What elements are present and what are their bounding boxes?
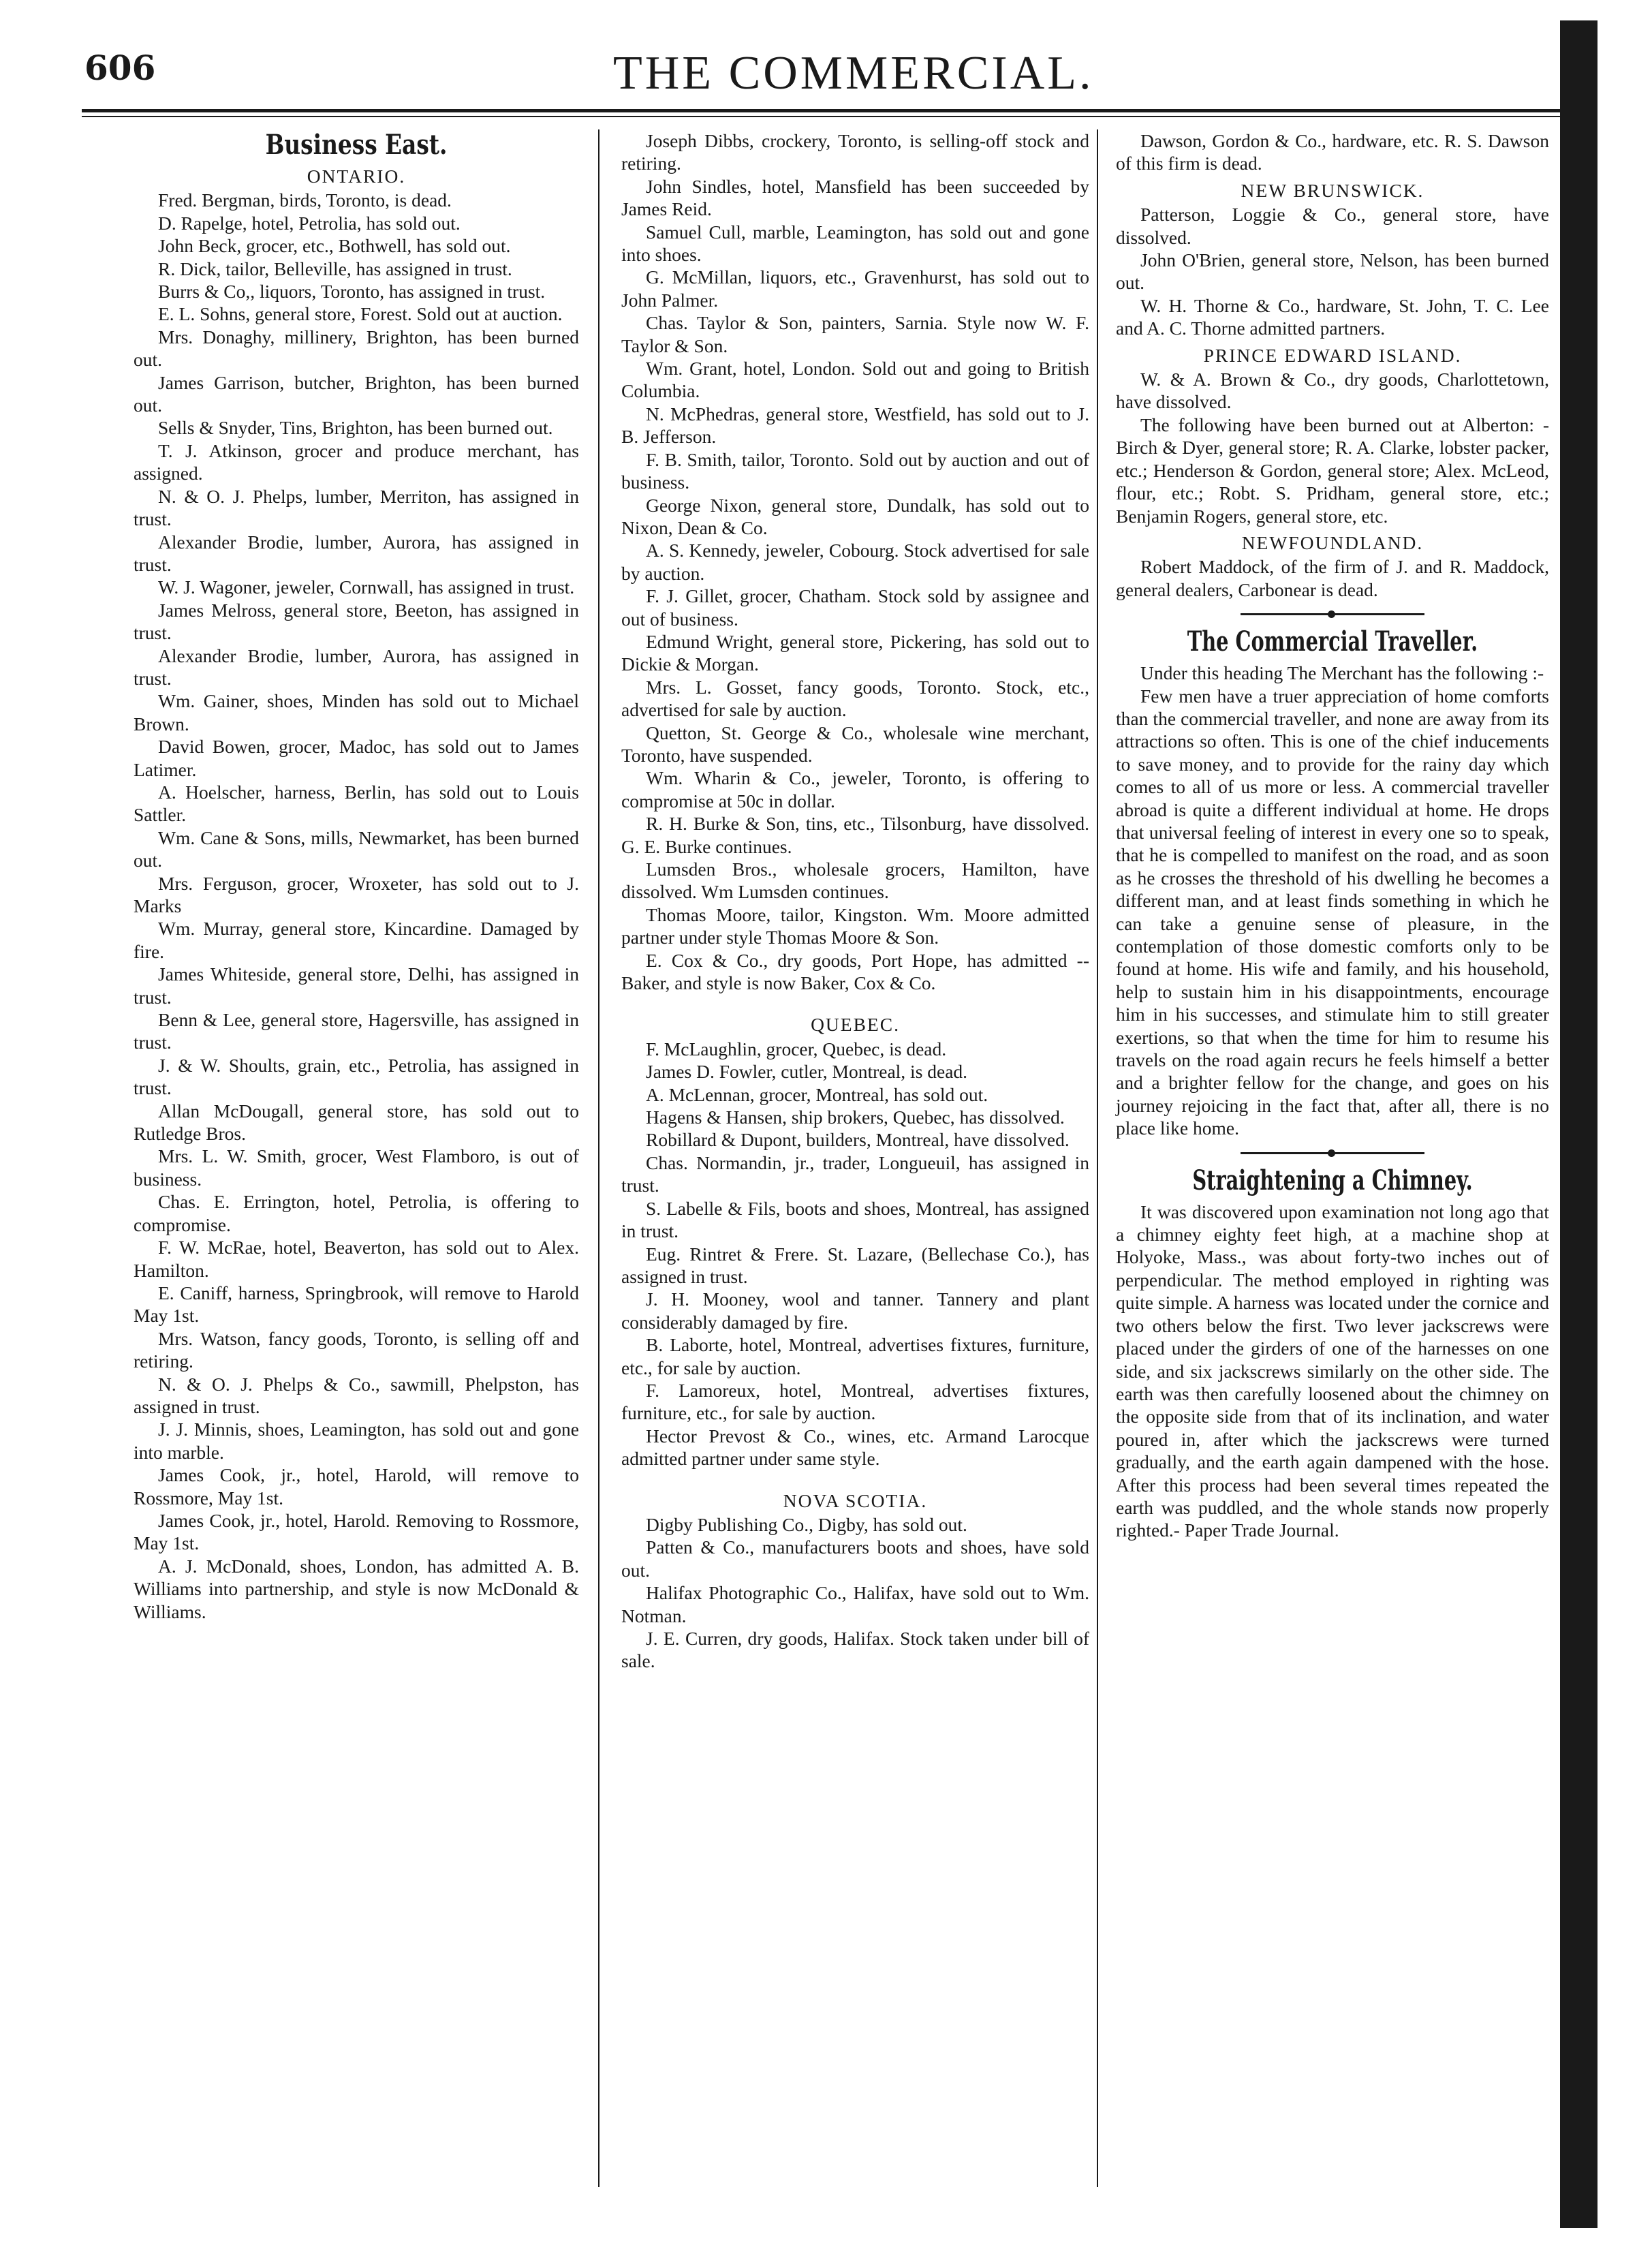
business-entry: J. H. Mooney, wool and tanner. Tannery and plant considerably damaged by fire.	[621, 1288, 1089, 1333]
business-entry: Patten & Co., manufacturers boots and shoes, have sold out.	[621, 1536, 1089, 1581]
business-entry: Chas. E. Errington, hotel, Petrolia, is offering to compromise.	[134, 1191, 579, 1235]
ontario-entries	[134, 189, 579, 1623]
business-entry: F. B. Smith, tailor, Toronto. Sold out by auction and out of business.	[621, 448, 1089, 493]
article-paragraph: Under this heading The Merchant has the following :-	[1140, 662, 1544, 684]
business-entry: James Whiteside, general store, Delhi, has assigned in trust.	[134, 963, 579, 1008]
masthead-title: THE COMMERCIAL.	[613, 47, 1094, 99]
business-entry: J. & W. Shoults, grain, etc., Petrolia, has assigned in trust.	[134, 1054, 579, 1099]
business-entry: Wm. Grant, hotel, London. Sold out and going to British Columbia.	[621, 358, 1089, 402]
business-entry: R. Dick, tailor, Belleville, has assigned in trust.	[158, 258, 512, 279]
column-right	[1116, 129, 1549, 1542]
province-label-ontario: ONTARIO.	[307, 166, 406, 187]
page-edge-bar	[1560, 20, 1598, 2228]
business-entry: Samuel Cull, marble, Leamington, has sold out and gone into shoes.	[621, 221, 1089, 266]
business-entry: G. McMillan, liquors, etc., Gravenhurst, has sold out to John Palmer.	[621, 266, 1089, 311]
province-label-newfoundland: NEWFOUNDLAND.	[1241, 531, 1424, 553]
business-entry: Halifax Photographic Co., Halifax, have sold out to Wm. Notman.	[621, 1582, 1089, 1626]
column-middle	[621, 129, 1089, 1673]
business-entry: W. H. Thorne & Co., hardware, St. John, T. C. Lee and A. C. Thorne admitted partners.	[1116, 294, 1549, 339]
pei-entries	[1116, 368, 1549, 527]
business-entry: Quetton, St. George & Co., wholesale wine merchant, Toronto, have suspended.	[621, 722, 1089, 766]
business-entry: Mrs. Donaghy, millinery, Brighton, has been burned out.	[134, 326, 579, 371]
business-entry: Mrs. L. W. Smith, grocer, West Flamboro, is out of business.	[134, 1145, 579, 1190]
business-entry: Wm. Murray, general store, Kincardine. Damaged by fire.	[134, 918, 579, 962]
column-rule-2	[1097, 129, 1098, 2187]
business-entry: J. E. Curren, dry goods, Halifax. Stock taken under bill of sale.	[621, 1628, 1089, 1672]
chimney-article-paragraph: It was discovered upon examination not long ago that a chimney eighty feet high, at a machine shop at Holyoke, Mass., was about forty-two inches out of perpendicular. The method employed in righting was quite simple. A harness was located under the cornice and two others below the first. Two lever jackscrews were placed under the girders of one of the harnesses on one side, and six jackscrews similarly on the other side. The earth was then carefully loosened about the chimney on the opposite side from that of its inclination, and water poured in, after which the jackscrews were turned gradually, and the earth again dampened with the hose. After this process had been several times repeated the earth was puddled, and the whole stands now properly righted.- Paper Trade Journal.	[1116, 1201, 1549, 1541]
business-entry: Thomas Moore, tailor, Kingston. Wm. Moore admitted partner under style Thomas Moore & Son.	[621, 903, 1089, 948]
newfoundland-entries	[1116, 555, 1549, 601]
business-entry: Edmund Wright, general store, Pickering, has sold out to Dickie & Morgan.	[621, 630, 1089, 675]
article-paragraph: Few men have a truer appreciation of home comforts than the commercial traveller, and none are away from its attractions so often. This is one of the chief inducements to save money, and to provide for the rainy day which comes to all of us more or less. A commercial traveller abroad is quite a different individual at home. He drops that universal feeling of interest in every one so to speak, that he is compelled to manifest on the road, and as soon as he crosses the threshold of his dwelling he becomes a different man, and at least finds something in which he can take a genuine sense of pleasure, in the contemplation of those domestic comforts only to be found at home. His wife and family, and his household, help to sustain him in his disappointments, encourage him in his successes, and stimulate him to still greater exertions, so that when the time for him to resume his travels on the road again recurs he feels himself a better and a brighter fellow for the change, and goes on his journey rejoicing in the fact that, after all, there is no place like home.	[1116, 685, 1549, 1139]
business-entry: Wm. Cane & Sons, mills, Newmarket, has been burned out.	[134, 826, 579, 871]
business-entry: B. Laborte, hotel, Montreal, advertises fixtures, furniture, etc., for sale by auction.	[621, 1334, 1089, 1378]
business-entry: John Beck, grocer, etc., Bothwell, has sold out.	[158, 235, 511, 257]
column-rule-1	[598, 129, 599, 2187]
business-entry: Robert Maddock, of the firm of J. and R. Maddock, general dealers, Carbonear is dead.	[1116, 556, 1549, 600]
ontario-entries-continued	[621, 129, 1089, 994]
business-entry: F. McLaughlin, grocer, Quebec, is dead.	[646, 1038, 947, 1060]
business-entry: Patterson, Loggie & Co., general store, have dissolved.	[1116, 204, 1549, 248]
business-entry: Joseph Dibbs, crockery, Toronto, is selling-off stock and retiring.	[621, 130, 1089, 174]
business-entry: Benn & Lee, general store, Hagersville, has assigned in trust.	[134, 1009, 579, 1053]
business-entry: John Sindles, hotel, Mansfield has been succeeded by James Reid.	[621, 175, 1089, 220]
business-entry: Digby Publishing Co., Digby, has sold out.	[646, 1513, 967, 1535]
business-entry: Hagens & Hansen, ship brokers, Quebec, has dissolved.	[646, 1107, 1065, 1128]
section-separator	[1241, 613, 1424, 615]
business-entry: James Cook, jr., hotel, Harold. Removing to Rossmore, May 1st.	[134, 1509, 579, 1554]
business-entry: Alexander Brodie, lumber, Aurora, has assigned in trust.	[134, 645, 579, 689]
business-entry: W. & A. Brown & Co., dry goods, Charlottetown, have dissolved.	[1116, 369, 1549, 413]
business-entry: T. J. Atkinson, grocer and produce merchant, has assigned.	[134, 439, 579, 484]
province-label-nova-scotia: NOVA SCOTIA.	[783, 1489, 928, 1511]
commercial-traveller-article	[1116, 662, 1549, 1140]
new-brunswick-entries	[1116, 203, 1549, 339]
province-label-pei: PRINCE EDWARD ISLAND.	[1203, 344, 1462, 366]
business-entry: S. Labelle & Fils, boots and shoes, Montreal, has assigned in trust.	[621, 1197, 1089, 1242]
business-entry: W. J. Wagoner, jeweler, Cornwall, has assigned in trust.	[158, 576, 575, 598]
column-business-east	[134, 129, 579, 1623]
business-entry: Chas. Taylor & Son, painters, Sarnia. Style now W. F. Taylor & Son.	[621, 312, 1089, 356]
business-entry: A. Hoelscher, harness, Berlin, has sold out to Louis Sattler.	[134, 781, 579, 826]
business-entry: James Garrison, butcher, Brighton, has been burned out.	[134, 371, 579, 416]
business-entry: R. H. Burke & Son, tins, etc., Tilsonburg, have dissolved. G. E. Burke continues.	[621, 813, 1089, 857]
business-entry: Chas. Normandin, jr., trader, Longueuil, has assigned in trust.	[621, 1151, 1089, 1196]
business-entry: E. Cox & Co., dry goods, Port Hope, has admitted -- Baker, and style is now Baker, Cox & Co.	[621, 949, 1089, 994]
business-entry: Wm. Wharin & Co., jeweler, Toronto, is offering to compromise at 50c in dollar.	[621, 767, 1089, 811]
business-entry: Alexander Brodie, lumber, Aurora, has assigned in trust.	[134, 531, 579, 575]
section-heading-business-east: Business East.	[265, 129, 448, 161]
business-entry: James Melross, general store, Beeton, has assigned in trust.	[134, 599, 579, 644]
business-entry: Mrs. Watson, fancy goods, Toronto, is selling off and retiring.	[134, 1327, 579, 1372]
business-entry: David Bowen, grocer, Madoc, has sold out to James Latimer.	[134, 736, 579, 780]
business-entry: Lumsden Bros., wholesale grocers, Hamilton, have dissolved. Wm Lumsden continues.	[621, 859, 1089, 903]
business-entry: Sells & Snyder, Tins, Brighton, has been burned out.	[158, 417, 553, 439]
business-entry: James Cook, jr., hotel, Harold, will remove to Rossmore, May 1st.	[134, 1464, 579, 1509]
business-entry: Wm. Gainer, shoes, Minden has sold out to Michael Brown.	[134, 690, 579, 734]
business-entry: E. L. Sohns, general store, Forest. Sold out at auction.	[158, 303, 563, 325]
business-entry: John O'Brien, general store, Nelson, has been burned out.	[1116, 249, 1549, 294]
business-entry: A. J. McDonald, shoes, London, has admitted A. B. Williams into partnership, and style is now McDonald & Williams.	[134, 1555, 579, 1622]
section-heading-straightening-chimney: Straightening a Chimney.	[1192, 1164, 1473, 1196]
business-entry: N. & O. J. Phelps & Co., sawmill, Phelpston, has assigned in trust.	[134, 1373, 579, 1417]
business-entry: James D. Fowler, cutler, Montreal, is dead.	[646, 1061, 968, 1083]
business-entry: A. McLennan, grocer, Montreal, has sold out.	[646, 1083, 988, 1105]
business-entry: George Nixon, general store, Dundalk, has sold out to Nixon, Dean & Co.	[621, 494, 1089, 538]
page-number: 606	[84, 48, 156, 88]
business-entry: Hector Prevost & Co., wines, etc. Armand Larocque admitted partner under same style.	[621, 1425, 1089, 1470]
business-entry: Eug. Rintret & Frere. St. Lazare, (Bellechase Co.), has assigned in trust.	[621, 1243, 1089, 1287]
business-entry: E. Caniff, harness, Springbrook, will remove to Harold May 1st.	[134, 1282, 579, 1327]
province-label-new-brunswick: NEW BRUNSWICK.	[1241, 179, 1424, 201]
business-entry: F. J. Gillet, grocer, Chatham. Stock sold by assignee and out of business.	[621, 585, 1089, 630]
business-entry: The following have been burned out at Alberton: -Birch & Dyer, general store; R. A. Clarke, lobster packer, etc.; Henderson & Gordon, general store; Alex. McLeod, flour, etc.; Robt. S. Pridham, general store, etc.; Benjamin Rogers, general store, etc.	[1116, 414, 1549, 527]
business-entry: N. & O. J. Phelps, lumber, Merriton, has assigned in trust.	[134, 485, 579, 530]
business-entry: Mrs. Ferguson, grocer, Wroxeter, has sold out to J. Marks	[134, 872, 579, 916]
business-entry: Burrs & Co,, liquors, Toronto, has assigned in trust.	[158, 281, 546, 303]
nova-scotia-entry-continued: Dawson, Gordon & Co., hardware, etc. R. S. Dawson of this firm is dead.	[1116, 130, 1549, 174]
business-entry: Mrs. L. Gosset, fancy goods, Toronto. Stock, etc., advertised for sale by auction.	[621, 676, 1089, 721]
nova-scotia-entries	[621, 1513, 1089, 1673]
header-rule-thick	[82, 109, 1560, 112]
section-separator	[1241, 1152, 1424, 1154]
province-label-quebec: QUEBEC.	[811, 1014, 900, 1036]
business-entry: N. McPhedras, general store, Westfield, has sold out to J. B. Jefferson.	[621, 403, 1089, 448]
business-entry: F. W. McRae, hotel, Beaverton, has sold out to Alex. Hamilton.	[134, 1237, 579, 1281]
business-entry: J. J. Minnis, shoes, Leamington, has sold out and gone into marble.	[134, 1419, 579, 1463]
business-entry: Robillard & Dupont, builders, Montreal, have dissolved.	[646, 1129, 1070, 1151]
business-entry: D. Rapelge, hotel, Petrolia, has sold out.	[158, 212, 461, 234]
section-heading-commercial-traveller: The Commercial Traveller.	[1187, 625, 1478, 658]
header-rule-thin	[82, 116, 1560, 117]
business-entry: A. S. Kennedy, jeweler, Cobourg. Stock advertised for sale by auction.	[621, 540, 1089, 584]
quebec-entries	[621, 1038, 1089, 1470]
business-entry: Allan McDougall, general store, has sold out to Rutledge Bros.	[134, 1100, 579, 1145]
business-entry: F. Lamoreux, hotel, Montreal, advertises fixtures, furniture, etc., for sale by auction.	[621, 1379, 1089, 1424]
business-entry: Fred. Bergman, birds, Toronto, is dead.	[158, 189, 452, 211]
